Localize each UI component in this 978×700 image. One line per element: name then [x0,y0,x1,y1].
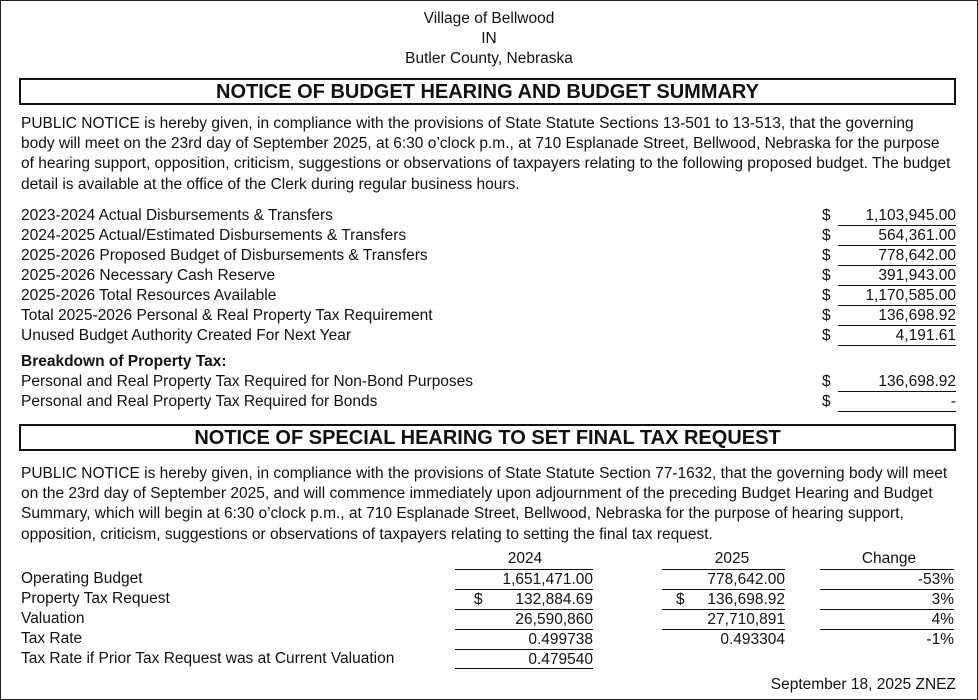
budget-hearing-title: NOTICE OF BUDGET HEARING AND BUDGET SUMMARY [19,78,956,105]
budget-line-label: 2025-2026 Necessary Cash Reserve [21,267,276,284]
breakdown-line-amount: 136,698.92 [838,372,956,392]
entity-name: Village of Bellwood [423,10,555,27]
value-2024: 0.499738 [455,629,593,649]
currency-symbol: $ [822,373,831,390]
budget-line-amount: 391,943.00 [838,266,956,286]
budget-line-label: Total 2025-2026 Personal & Real Property Tax Requirement [21,307,433,324]
budget-hearing-notice: PUBLIC NOTICE is hereby given, in compliance with the provisions of State Statute Sections 13-501 to 13-513, that the governing body will meet on the 23rd day of September 2025, at 6:30 o’clock p.m., at 710 Esplanade Street, Bellwood, Nebraska for the purpose of hearing support, opposition, criticism, suggestions or observations of taxpayers relating to the following proposed budget. The budget detail is available at the office of the Clerk during regular business hours. [21,115,951,193]
breakdown-line-amount: - [838,392,956,412]
currency-symbol: $ [822,247,831,264]
value-2025: 778,642.00 [662,569,785,589]
budget-line-label: Unused Budget Authority Created For Next Year [21,327,352,344]
row-underline [455,668,593,669]
currency-symbol: $ [474,591,483,608]
county-name: Butler County, Nebraska [405,50,573,67]
state-abbr: IN [481,30,497,47]
value-change: 3% [820,589,954,609]
value-2025: 27,710,891 [662,609,785,629]
currency-symbol: $ [822,207,831,224]
special-hearing-notice: PUBLIC NOTICE is hereby given, in compliance with the provisions of State Statute Section 77-1632, that the governing body will meet on the 23rd day of September 2025, and will commence immediately upon adjournment of the preceding Budget Hearing and Budget Summary, which will begin at 6:30 o’clock p.m., at 710 Esplanade Street, Bellwood, Nebraska for the purpose of hearing support, opposition, criticism, suggestions or observations of taxpayers relating to setting the final tax request. [21,465,948,543]
value-2024: 132,884.69 [455,589,593,609]
budget-line-amount: 1,103,945.00 [838,206,956,226]
value-change: -1% [820,629,954,649]
column-header-2025: 2025 [714,550,750,567]
currency-symbol: $ [822,327,831,344]
currency-symbol: $ [676,591,685,608]
currency-symbol: $ [822,227,831,244]
budget-line-amount: 1,170,585.00 [838,286,956,306]
value-2024: 1,651,471.00 [455,569,593,589]
breakdown-line-label: Personal and Real Property Tax Required for Non-Bond Purposes [21,373,474,390]
value-2025: 136,698.92 [662,589,785,609]
breakdown-line-label: Personal and Real Property Tax Required for Bonds [21,393,378,410]
table-row-label: Tax Rate [21,630,83,647]
currency-symbol: $ [822,307,831,324]
currency-symbol: $ [822,393,831,410]
budget-line-amount: 564,361.00 [838,226,956,246]
currency-symbol: $ [822,267,831,284]
budget-line-label: 2023-2024 Actual Disbursements & Transfers [21,207,333,224]
special-hearing-title: NOTICE OF SPECIAL HEARING TO SET FINAL TAX REQUEST [19,424,956,451]
budget-line-amount: 136,698.92 [838,306,956,326]
budget-line-label: 2024-2025 Actual/Estimated Disbursements & Transfers [21,227,407,244]
value-change: 4% [820,609,954,629]
value-2025: 0.493304 [662,629,785,649]
budget-line-label: 2025-2026 Proposed Budget of Disbursements & Transfers [21,247,428,264]
column-header-change: Change [861,550,917,567]
table-row-label: Property Tax Request [21,590,170,607]
publication-date: September 18, 2025 ZNEZ [770,676,956,693]
currency-symbol: $ [822,287,831,304]
budget-line-amount: 778,642.00 [838,246,956,266]
value-2024: 26,590,860 [455,609,593,629]
column-header-2024: 2024 [507,550,543,567]
table-row-label: Valuation [21,610,85,627]
budget-line-label: 2025-2026 Total Resources Available [21,287,277,304]
table-row-label: Tax Rate if Prior Tax Request was at Current Valuation [21,650,395,667]
value-change: -53% [820,569,954,589]
value-2024: 0.479540 [455,649,593,669]
breakdown-heading: Breakdown of Property Tax: [21,353,227,370]
budget-line-amount: 4,191.61 [838,326,956,346]
table-row-label: Operating Budget [21,570,143,587]
